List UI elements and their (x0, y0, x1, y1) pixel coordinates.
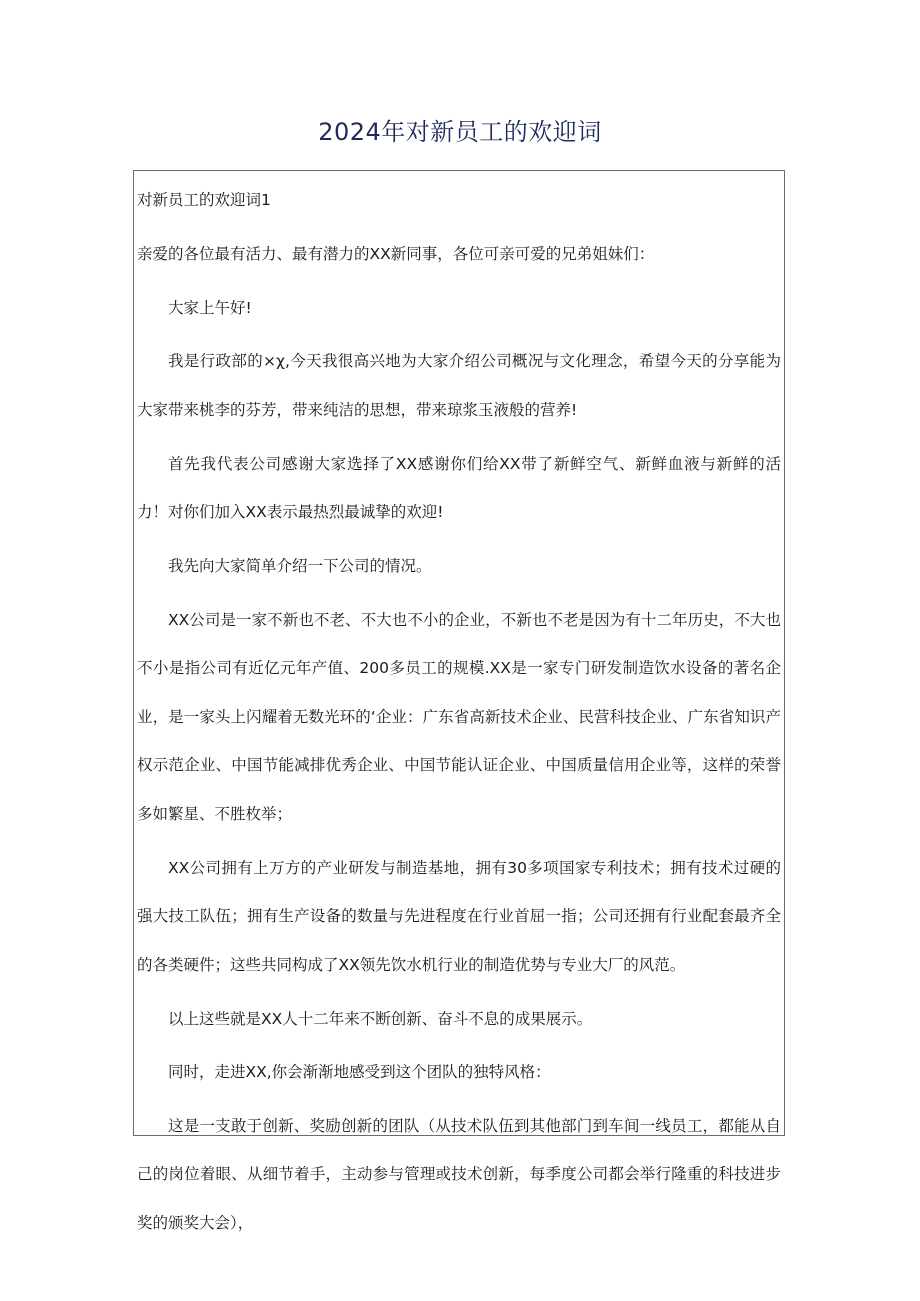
paragraph-intro: 我是行政部的×χ,今天我很高兴地为大家介绍公司概况与文化理念，希望今天的分享能为大家带来桃李的芬芳，带来纯洁的思想，带来琼浆玉液般的营养! (137, 352, 781, 419)
document-title: 2024年对新员工的欢迎词 (318, 118, 602, 146)
paragraph-thanks: 首先我代表公司感谢大家选择了XX感谢你们给XX带了新鲜空气、新鲜血液与新鲜的活力！对你们加入XX表示最热烈最诚挚的欢迎! (137, 454, 781, 521)
salutation: 亲爱的各位最有活力、最有潜力的XX新同事，各位可亲可爱的兄弟姐妹们： (137, 245, 655, 263)
document-body-frame (133, 170, 785, 1232)
paragraph-greeting: 大家上午好! (168, 298, 252, 317)
paragraph-team-style: 同时，走进XX,你会渐渐地感受到这个团队的独特风格： (168, 1063, 551, 1081)
paragraph-company-profile: XX公司是一家不新也不老、不大也不小的企业，不新也不老是因为有十二年历史，不大也不小是指公司有近亿元年产值、200多员工的规模.XX是一家专门研发制造饮水设备的著名企业，是一家头上闪耀着无数光环的‘企业：广东省高新技术企业、民营科技企业、广东省知识产权示范企业、中国节能减排优秀企业、中国节能认证企业、中国质量信用企业等，这样的荣誉多如繁星、不胜枚举； (137, 610, 781, 823)
paragraph-company-intro: 我先向大家简单介绍一下公司的情况。 (168, 557, 432, 575)
paragraph-company-strengths: XX公司拥有上万方的产业研发与制造基地，拥有30多项国家专利技术；拥有技术过硬的强大技工队伍；拥有生产设备的数量与先进程度在行业首屈一指；公司还拥有行业配套最齐全的各类硬件；这些共同构成了XX领先饮水机行业的制造优势与专业大厂的风范。 (137, 858, 781, 974)
paragraph-achievements: 以上这些就是XX人十二年来不断创新、奋斗不息的成果展示。 (168, 1009, 593, 1028)
paragraph-innovation-team: 这是一支敢于创新、奖励创新的团队（从技术队伍到其他部门到车间一线员工，都能从自己的岗位着眼、从细节着手，主动参与管理或技术创新，每季度公司都会举行隆重的科技进步奖的颁奖大会）， (137, 1116, 781, 1232)
section-heading: 对新员工的欢迎词1 (137, 191, 271, 209)
document-body (134, 171, 784, 1247)
